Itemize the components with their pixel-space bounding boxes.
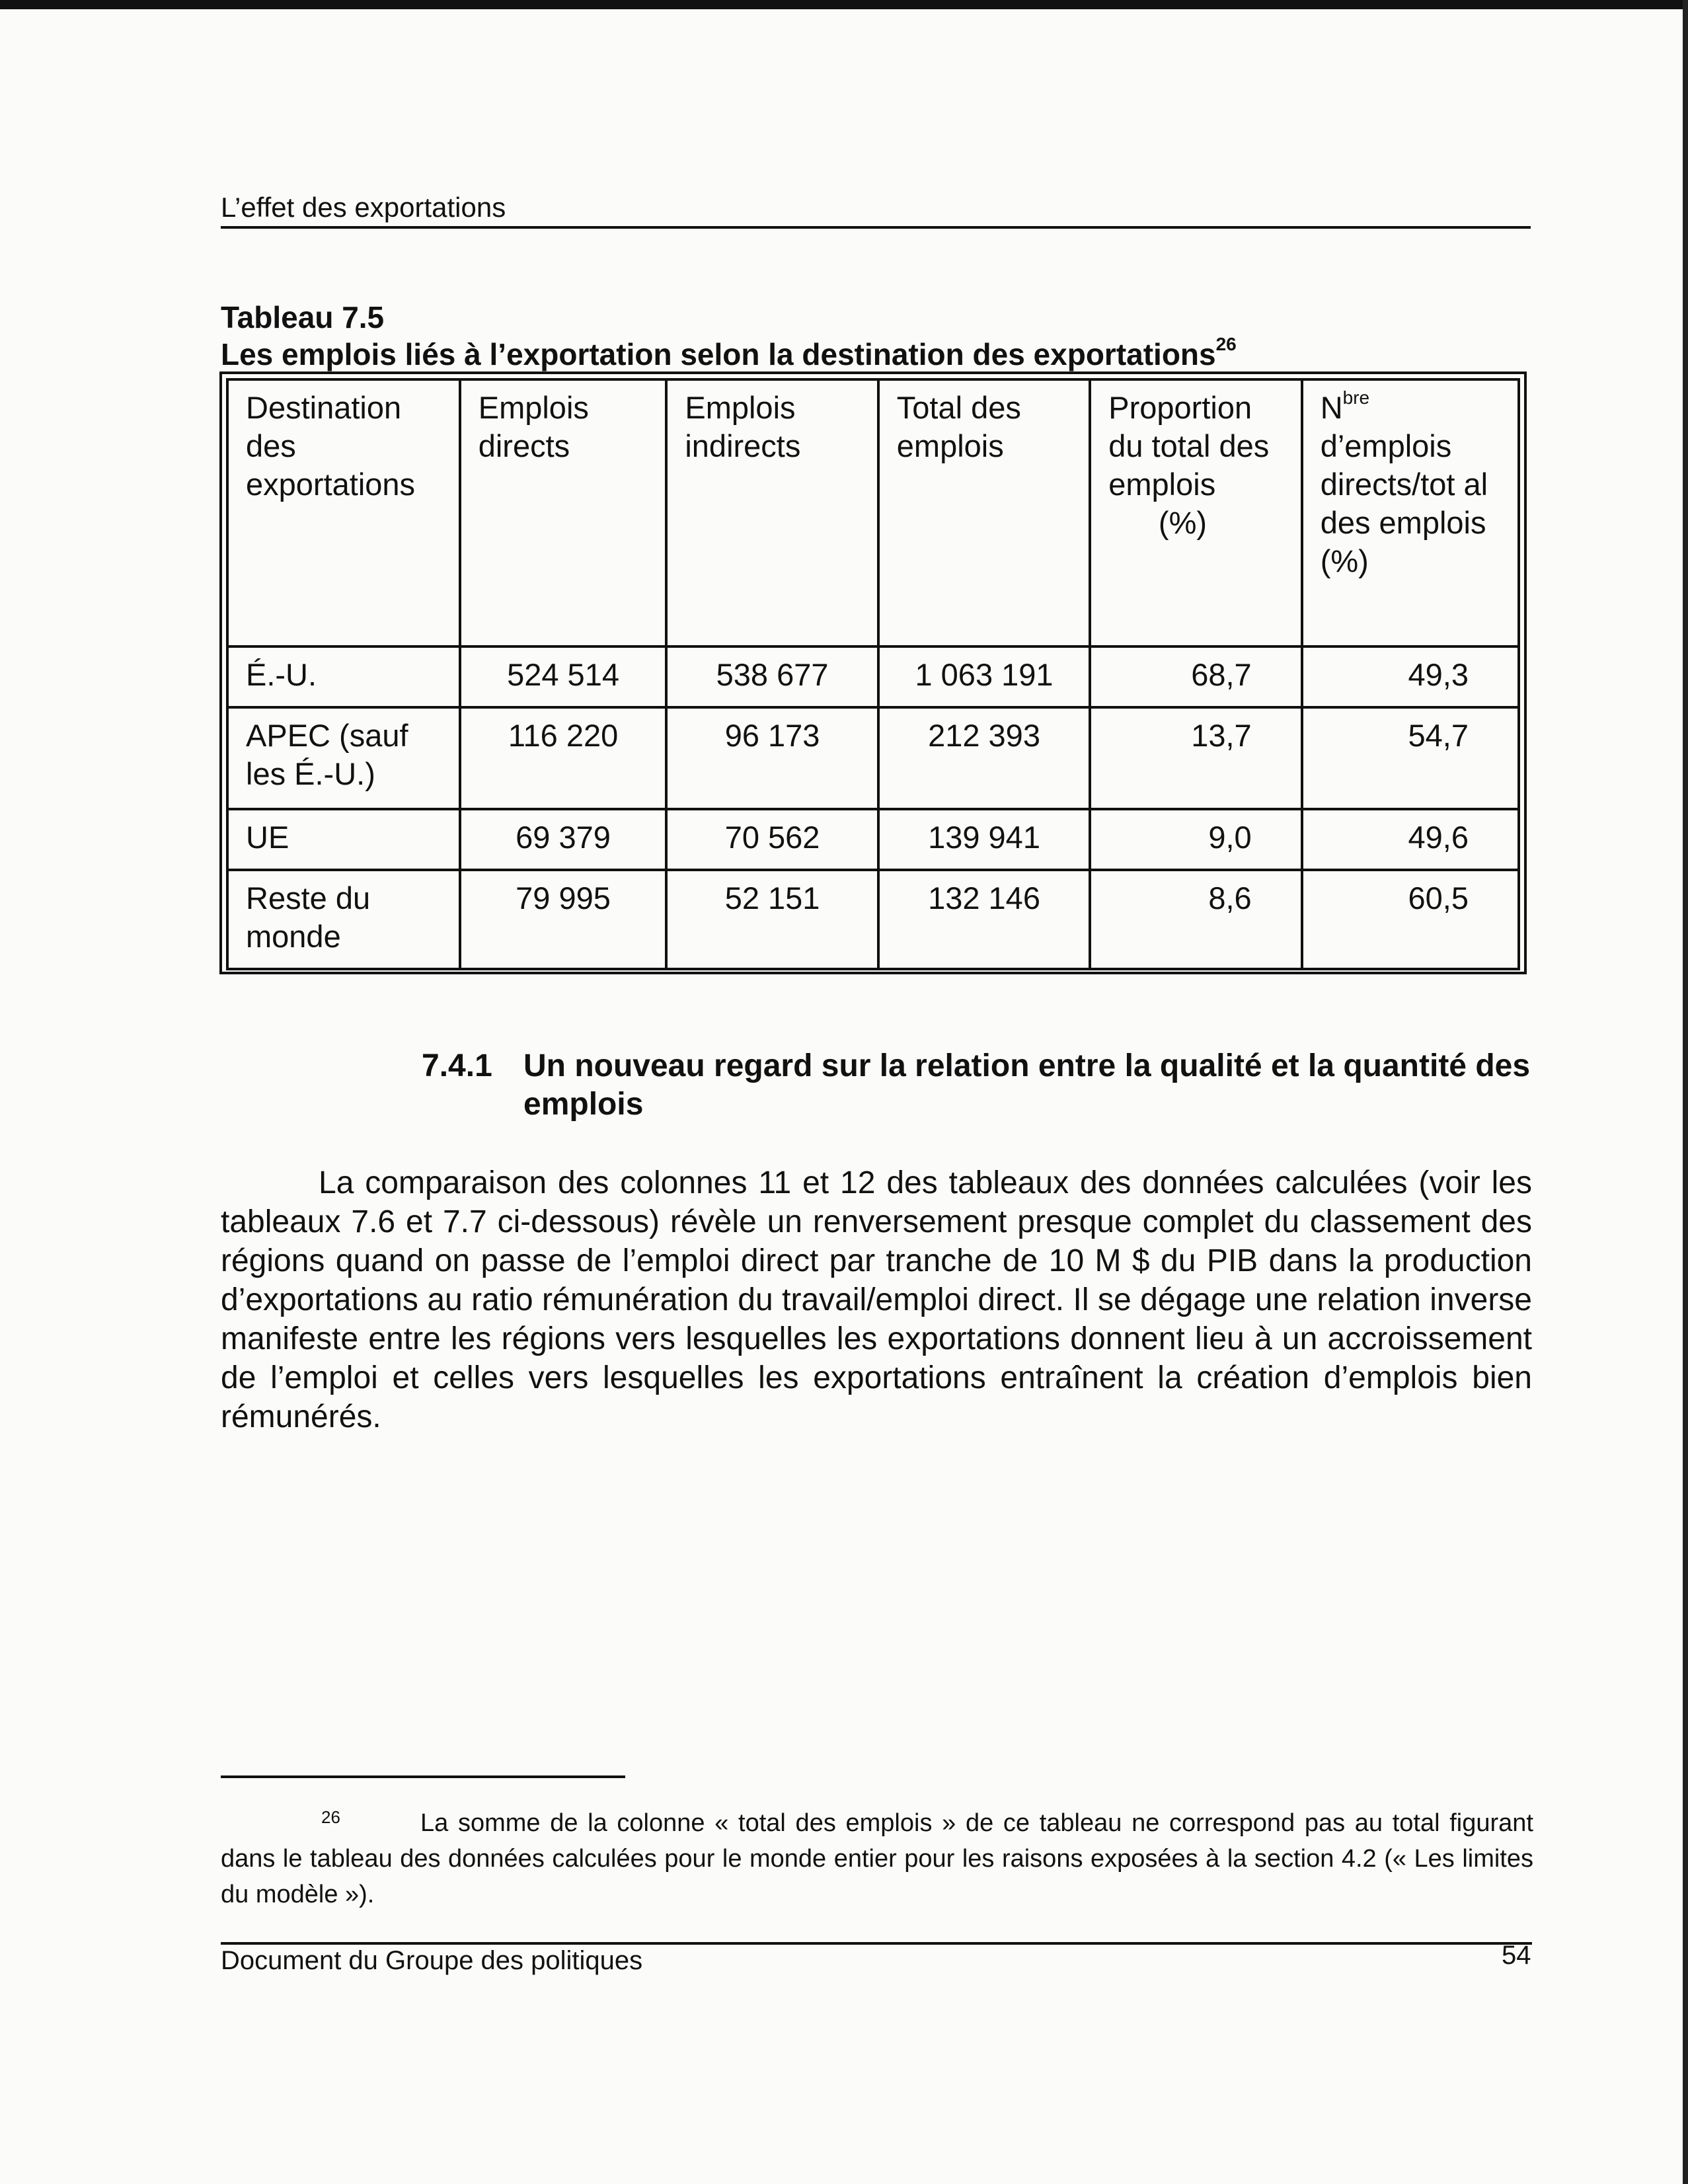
cell-total: 139 941 [878, 809, 1090, 870]
col-header-total: Total des emplois [878, 379, 1090, 646]
table-row [227, 707, 1519, 809]
col-header-ratio-n: N [1320, 390, 1343, 425]
col-header-indirect: Emplois indirects [666, 379, 878, 646]
section-title: Un nouveau regard sur la relation entre la qualité et la quantité des emplois [523, 1048, 1531, 1122]
footnote-mark: 26 [321, 1807, 340, 1827]
table-header-row [227, 379, 1519, 646]
col-header-direct: Emplois directs [460, 379, 667, 646]
cell-indirect: 70 562 [666, 809, 878, 870]
cell-total: 212 393 [878, 707, 1090, 809]
table-row [227, 809, 1519, 870]
cell-direct: 79 995 [460, 870, 667, 969]
scan-right-edge [1683, 0, 1688, 2184]
table-caption [221, 336, 1237, 373]
footer-divider [221, 1942, 1532, 1945]
cell-destination: É.-U. [227, 646, 460, 707]
table-frame [219, 371, 1527, 974]
cell-total: 1 063 191 [878, 646, 1090, 707]
cell-ratio: 60,5 [1302, 870, 1519, 969]
cell-indirect: 52 151 [666, 870, 878, 969]
table-caption-text: Les emplois liés à l’exportation selon la destination des exportations [221, 337, 1216, 371]
table-row [227, 870, 1519, 969]
col-header-ratio-text: d’emplois directs/tot al des emplois (%) [1320, 428, 1488, 578]
footnote-divider [221, 1775, 625, 1778]
col-header-share-unit: (%) [1158, 505, 1208, 540]
table-row [227, 646, 1519, 707]
cell-ratio: 49,6 [1302, 809, 1519, 870]
cell-share: 8,6 [1090, 870, 1301, 969]
table-label: Tableau 7.5 [221, 300, 385, 334]
footnote-text: La somme de la colonne « total des emplois » de ce tableau ne correspond pas au total figurant dans le tableau des données calculées pour le monde entier pour les raisons exposées à la section 4.2 (« Les limites du modèle »). [221, 1809, 1533, 1908]
cell-destination: Reste du monde [227, 870, 460, 969]
cell-direct: 524 514 [460, 646, 667, 707]
cell-total: 132 146 [878, 870, 1090, 969]
section-number: 7.4.1 [422, 1048, 492, 1083]
footnote [221, 1799, 1533, 1912]
cell-share: 9,0 [1090, 809, 1301, 870]
running-header: L’effet des exportations [221, 192, 506, 223]
col-header-ratio [1302, 379, 1519, 646]
col-header-share-text: Proportion du total des emplois [1108, 390, 1270, 502]
footer-document-name: Document du Groupe des politiques [221, 1946, 643, 1975]
page-number: 54 [1502, 1941, 1531, 1970]
export-jobs-table [226, 378, 1520, 970]
cell-share: 13,7 [1090, 707, 1301, 809]
col-header-share [1090, 379, 1301, 646]
cell-direct: 116 220 [460, 707, 667, 809]
footnote-ref: 26 [1215, 334, 1237, 354]
cell-direct: 69 379 [460, 809, 667, 870]
col-header-destination: Destination des exportations [227, 379, 460, 646]
body-paragraph: La comparaison des colonnes 11 et 12 des tableaux des données calculées (voir les tableaux 7.6 et 7.7 ci-dessous) révèle un renversement presque complet du classement des régions quand on passe de l’emploi direct par tranche de 10 M $ du PIB dans la production d’exportations au ratio rémunération du travail/emploi direct. Il se dégage une relation inverse manifeste entre les régions vers lesquelles les exportations donnent lieu à un accroissement de l’emploi et celles vers lesquelles les exportations entraînent la création d’emplois bien rémunérés. [221, 1165, 1532, 1434]
cell-indirect: 96 173 [666, 707, 878, 809]
cell-ratio: 49,3 [1302, 646, 1519, 707]
cell-share: 68,7 [1090, 646, 1301, 707]
cell-ratio: 54,7 [1302, 707, 1519, 809]
cell-destination: UE [227, 809, 460, 870]
table-title [221, 299, 1237, 373]
cell-indirect: 538 677 [666, 646, 878, 707]
col-header-ratio-sup: bre [1342, 387, 1370, 408]
header-divider [221, 226, 1531, 229]
cell-destination: APEC (sauf les É.-U.) [227, 707, 460, 809]
scan-top-edge [0, 0, 1688, 9]
